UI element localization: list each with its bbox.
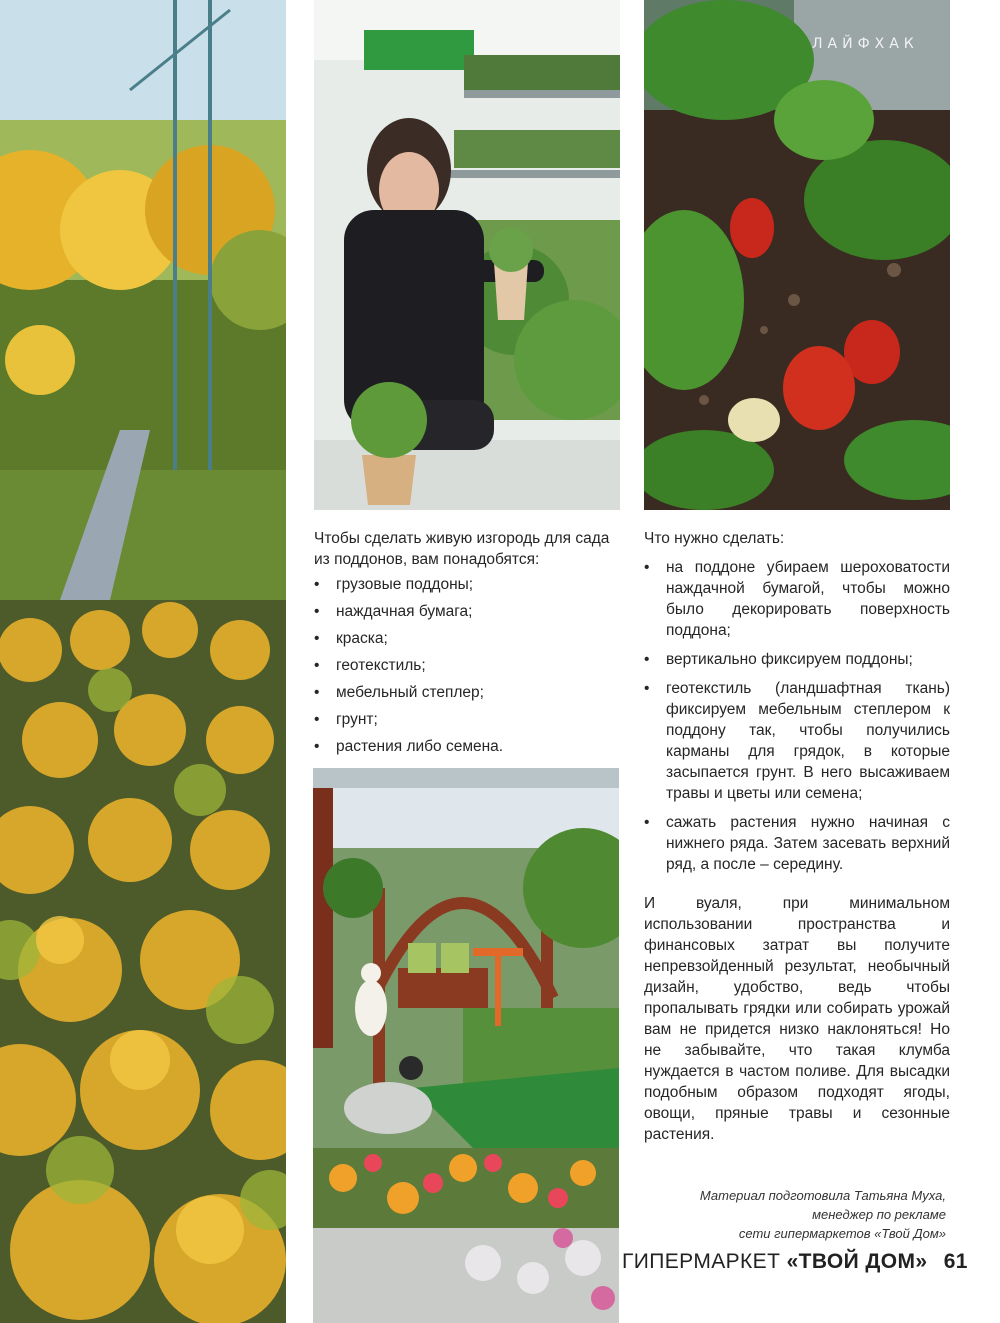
list-item: • наждачная бумага; bbox=[314, 601, 620, 622]
credit-line: Материал подготовила Татьяна Муха, bbox=[699, 1188, 946, 1203]
list-item: • геотекстиль; bbox=[314, 655, 620, 676]
list-item: • растения либо семена. bbox=[314, 736, 620, 757]
list-item: • геотекстиль (ландшафтная ткань) фиксируем мебельным степлером к поддону так, чтобы получились карманы для грядок, в которые засыпается грунт. В него высаживаем травы и цветы или семена; bbox=[644, 678, 950, 804]
steps-block bbox=[644, 528, 950, 1145]
credit-line: менеджер по рекламе bbox=[812, 1207, 946, 1222]
photo-decorated-garden bbox=[313, 768, 619, 1323]
list-item: • краска; bbox=[314, 628, 620, 649]
photo-strawberry-plant bbox=[644, 0, 950, 510]
page-number: 61 bbox=[943, 1250, 968, 1273]
footer-prefix: ГИПЕРМАРКЕТ bbox=[622, 1250, 781, 1273]
section-label: ЛАЙФХАК bbox=[812, 36, 919, 52]
intro-lead: Чтобы сделать живую изгородь для сада из поддонов, вам понадобятся: bbox=[314, 530, 610, 568]
list-item: • грунт; bbox=[314, 709, 620, 730]
materials-block bbox=[314, 528, 620, 763]
list-item: • грузовые поддоны; bbox=[314, 574, 620, 595]
list-item: • мебельный степлер; bbox=[314, 682, 620, 703]
footer-store-name: «ТВОЙ ДОМ» bbox=[786, 1250, 928, 1273]
conclusion-paragraph: И вуаля, при минимальном использовании пространства и финансовых затрат вы получите непревзойденный результат, необычный дизайн, удобство, ведь чтобы пропалывать грядки или собирать урожай вам не придется низко наклоняться! Но не забывайте, что такая клумба нуждается в частом поливе. Для высадки подобным образом подходят ягоды, овощи, пряные травы и сезонные растения. bbox=[644, 895, 950, 1143]
list-item: • сажать растения нужно начиная с нижнего ряда. Затем засевать верхний ряд, а после – середину. bbox=[644, 812, 950, 875]
credit-line: сети гипермаркетов «Твой Дом» bbox=[738, 1226, 946, 1241]
steps-title: Что нужно сделать: bbox=[644, 530, 785, 547]
photo-woman-choosing-plants bbox=[314, 0, 620, 510]
page-footer bbox=[622, 1250, 968, 1274]
list-item: • вертикально фиксируем поддоны; bbox=[644, 649, 950, 670]
materials-list bbox=[314, 574, 620, 757]
steps-list bbox=[644, 557, 950, 875]
author-credit bbox=[626, 1186, 946, 1243]
photo-garden-center-shrubs bbox=[0, 0, 286, 1323]
list-item: • на поддоне убираем шероховатости наждачной бумагой, чтобы можно было декорировать поверхность поддона; bbox=[644, 557, 950, 641]
